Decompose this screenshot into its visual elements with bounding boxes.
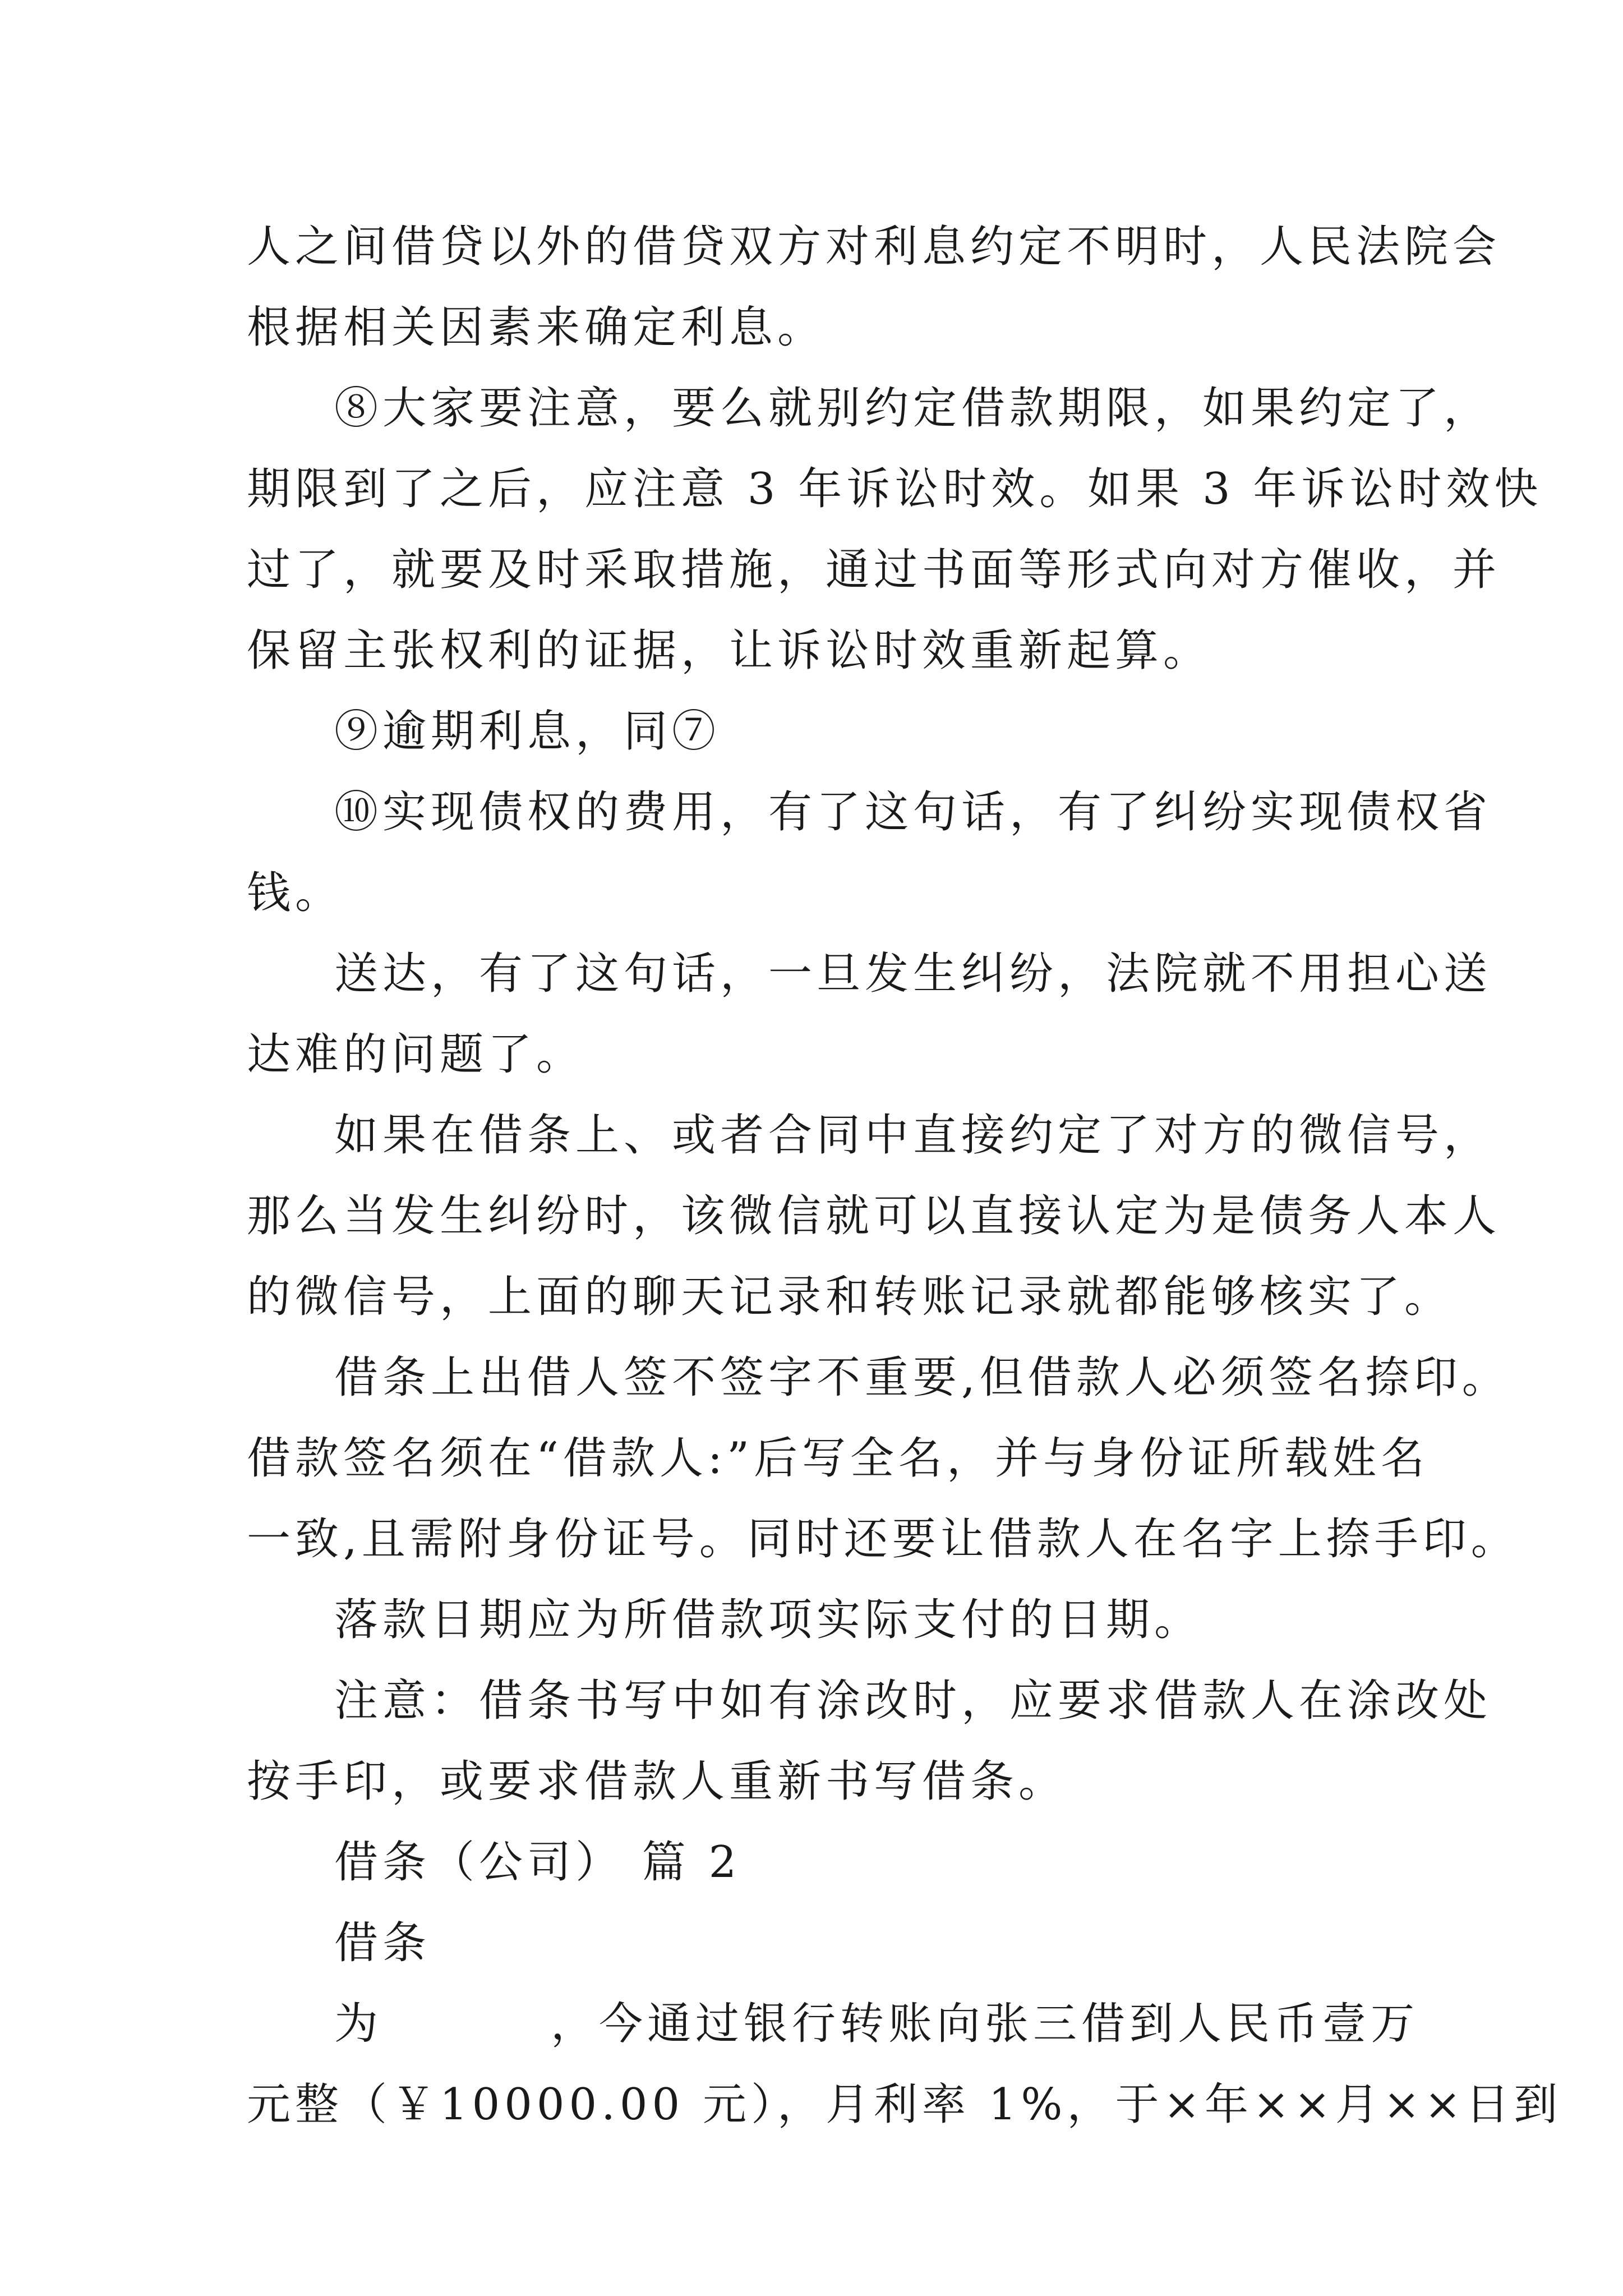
loan-note-title: 借条 (334, 1918, 431, 1968)
text-line: ⑧大家要注意，要么就别约定借款期限，如果约定了， (334, 383, 1492, 434)
document-body (247, 206, 1562, 2145)
section-heading: 借条（公司） 篇 2 (334, 1837, 741, 1888)
text-line: 一致,且需附身份证号。同时还要让借款人在名字上捺手印。 (247, 1514, 1519, 1565)
text-line: 过了，就要及时采取措施，通过书面等形式向对方催收，并 (247, 545, 1501, 595)
text-line: ⑨逾期利息，同⑦ (334, 706, 721, 757)
text-line: ⑩实现债权的费用，有了这句话，有了纠纷实现债权省 (334, 787, 1492, 838)
text-line: 根据相关因素来确定利息。 (247, 302, 826, 353)
text-line: 的微信号，上面的聊天记录和转账记录就都能够核实了。 (247, 1272, 1453, 1322)
text-line: 元整（￥10000.00 元），月利率 1%，于×年××月××日到 (247, 2079, 1562, 2130)
text-line: 那么当发生纠纷时，该微信就可以直接认定为是债务人本人 (247, 1191, 1501, 1241)
text-line: 按手印，或要求借款人重新书写借条。 (247, 1756, 1067, 1807)
loan-statement-line (247, 1984, 1419, 2064)
text-line: 钱。 (247, 868, 344, 918)
text-line: 注意：借条书写中如有涂改时，应要求借款人在涂改处 (334, 1676, 1492, 1726)
text-line: 期限到了之后，应注意 3 年诉讼时效。如果 3 年诉讼时效快 (247, 464, 1543, 514)
text-line: 落款日期应为所借款项实际支付的日期。 (334, 1595, 1203, 1645)
text-line: 如果在借条上、或者合同中直接约定了对方的微信号， (334, 1110, 1492, 1161)
text-line: 送达，有了这句话，一旦发生纠纷，法院就不用担心送 (334, 949, 1492, 999)
text-line: 借款签名须在“借款人:”后写全名，并与身份证所载姓名 (247, 1433, 1430, 1484)
loan-line-prefix: 为 (334, 1999, 383, 2049)
text-line: 借条上出借人签不签字不重要,但借款人必须签名捺印。 (334, 1352, 1510, 1403)
text-line: 达难的问题了。 (247, 1029, 585, 1080)
loan-line-suffix: ，今通过银行转账向张三借到人民币壹万 (551, 1999, 1419, 2049)
text-line: 保留主张权利的证据，让诉讼时效重新起算。 (247, 625, 1212, 676)
text-line: 人之间借贷以外的借贷双方对利息约定不明时，人民法院会 (247, 222, 1501, 272)
